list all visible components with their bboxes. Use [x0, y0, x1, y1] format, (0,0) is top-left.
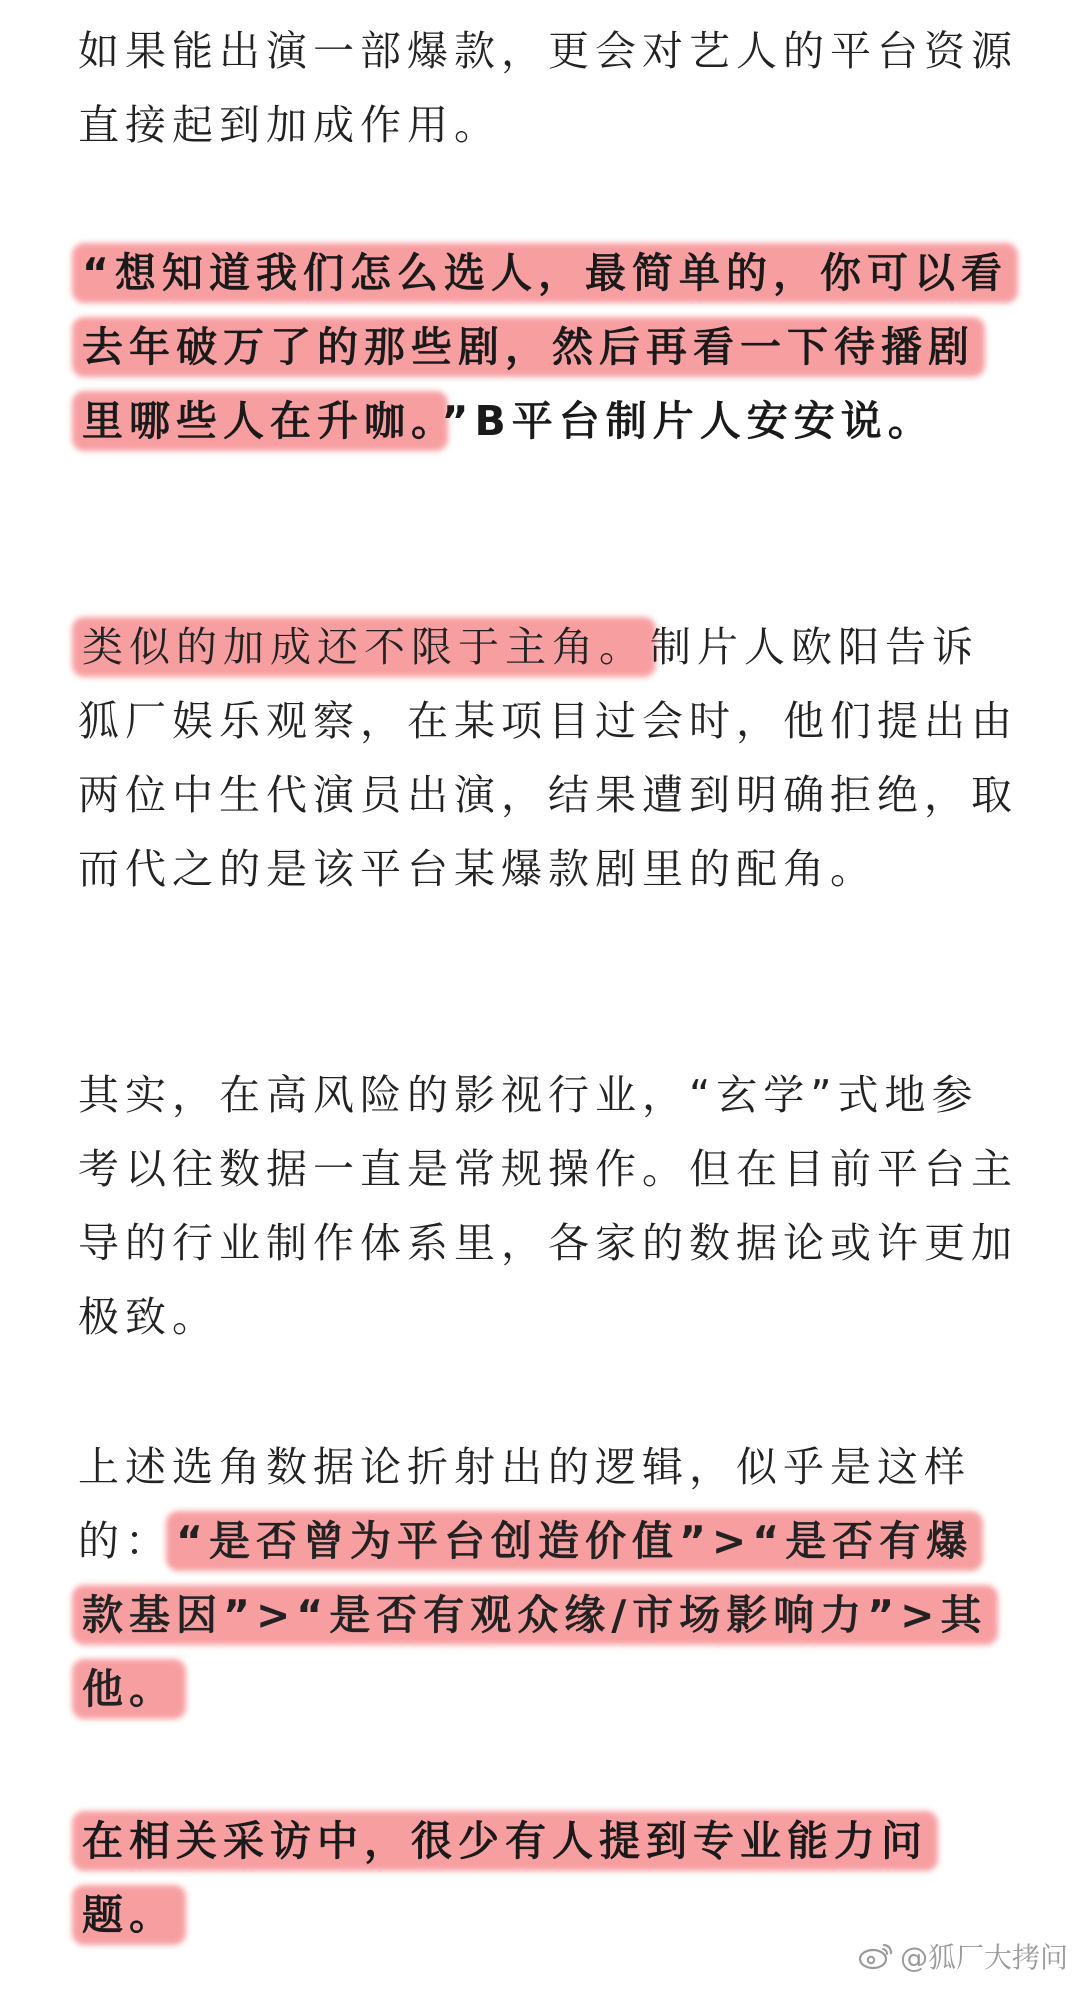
paragraph-text: 其实，在高风险的影视行业，“玄学”式地参考以往数据一直是常规操作。但在目前平台主导的行业制作体系里，各家的数据论或许更加极致。 [78, 1071, 1018, 1341]
highlighted-sentence: 类似的加成还不限于主角。 [78, 623, 650, 671]
paragraph-industry-data [78, 1058, 1018, 1354]
paragraph-quote-anan [78, 236, 1018, 458]
paragraph-platform-resources [78, 14, 1018, 162]
quote-attribution: ”B平台制片人安安说。 [441, 397, 935, 445]
highlighted-quote: “想知道我们怎么选人，最简单的，你可以看去年破万了的那些剧，然后再看一下待播剧里哪些人在升咖。 [78, 249, 1012, 445]
highlighted-logic: “是否曾为平台创造价值”>“是否有爆款基因”>“是否有观众缘/市场影响力”>其他。 [78, 1517, 992, 1713]
watermark-text: @狐厂大拷问 [899, 1941, 1068, 1974]
paragraph-professional-ability [78, 1804, 1018, 1952]
paragraph-supporting-roles [78, 610, 1018, 906]
weibo-icon [858, 1941, 894, 1971]
paragraph-text: 制片人欧阳告诉狐厂娱乐观察，在某项目过会时，他们提出由两位中生代演员出演，结果遭到明确拒绝，取而代之的是该平台某爆款剧里的配角。 [78, 623, 1018, 893]
weibo-watermark [858, 1936, 1068, 1976]
paragraph-lead: 上述选角数据论折射出的逻辑，似乎是这样的： [78, 1443, 971, 1565]
highlighted-conclusion: 在相关采访中，很少有人提到专业能力问题。 [78, 1817, 932, 1939]
paragraph-casting-logic [78, 1430, 1018, 1726]
paragraph-text: 如果能出演一部爆款，更会对艺人的平台资源直接起到加成作用。 [78, 27, 1018, 149]
